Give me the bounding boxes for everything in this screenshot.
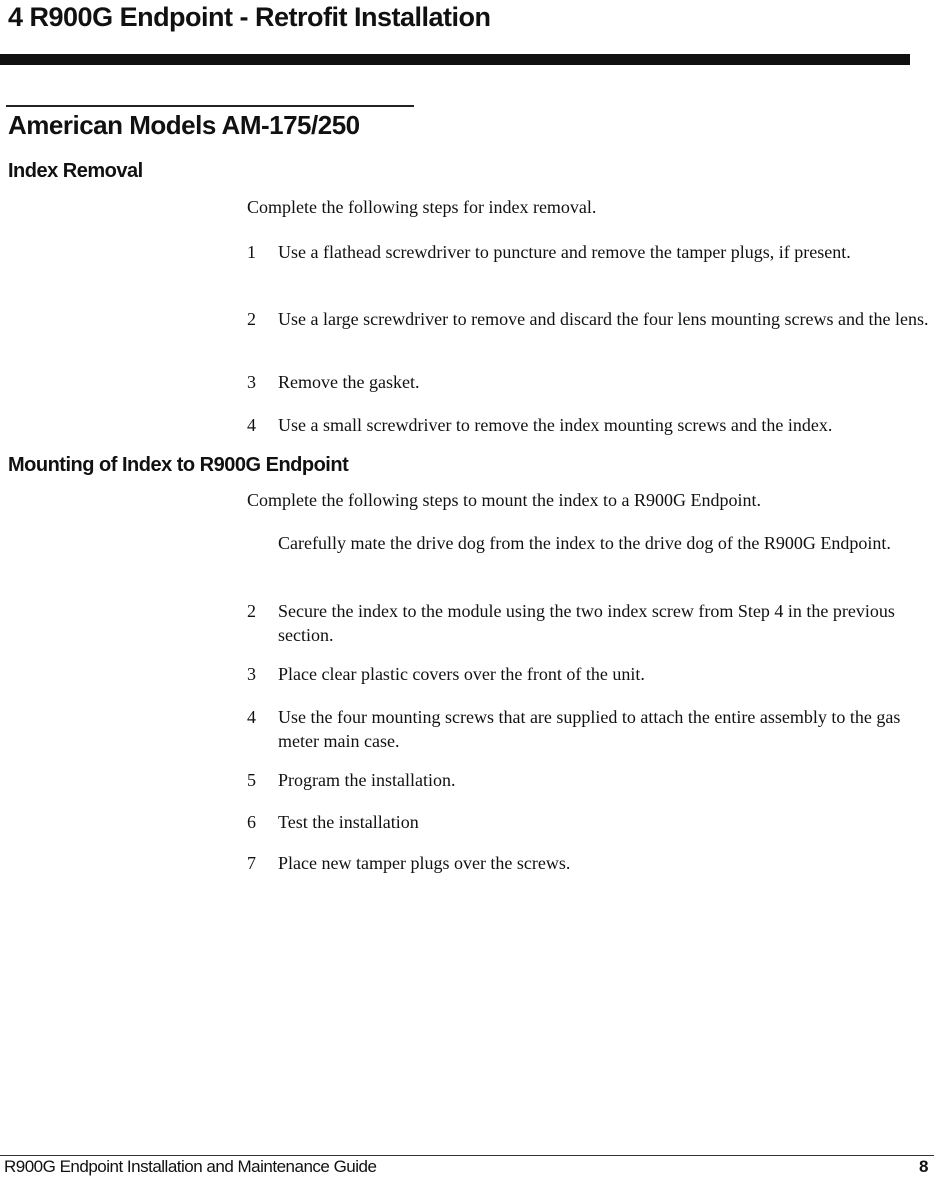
index-removal-intro: Complete the following steps for index removal. — [247, 197, 597, 217]
step-text: Use a small screwdriver to remove the index mounting screws and the index. — [278, 415, 833, 435]
chapter-rule — [0, 54, 910, 65]
footer-rule — [0, 1155, 934, 1156]
footer-title: R900G Endpoint Installation and Maintenance Guide — [4, 1157, 377, 1176]
step-number: 1 — [247, 242, 256, 262]
step-text: Carefully mate the drive dog from the index to the drive dog of the R900G Endpoint. — [278, 533, 891, 553]
step-text: Place new tamper plugs over the screws. — [278, 853, 571, 873]
step-text: Use a large screwdriver to remove and discard the four lens mounting screws and the lens. — [278, 309, 929, 329]
step-number: 4 — [247, 415, 256, 435]
step-number: 4 — [247, 707, 256, 727]
step-text: Program the installation. — [278, 770, 456, 790]
step-text: Secure the index to the module using the two index screw from Step 4 in the previous section. — [278, 601, 895, 645]
step-text: Use a flathead screwdriver to puncture and remove the tamper plugs, if present. — [278, 242, 851, 262]
section-rule — [6, 105, 414, 107]
chapter-title: 4 R900G Endpoint - Retrofit Installation — [8, 2, 491, 32]
step-number: 5 — [247, 770, 256, 790]
step-number: 3 — [247, 664, 256, 684]
step-number: 6 — [247, 812, 256, 832]
step-text: Use the four mounting screws that are supplied to attach the entire assembly to the gas meter main case. — [278, 707, 901, 751]
step-number: 2 — [247, 601, 256, 621]
index-removal-heading: Index Removal — [8, 160, 143, 182]
step-text: Test the installation — [278, 812, 419, 832]
step-text: Remove the gasket. — [278, 372, 420, 392]
section-title: American Models AM-175/250 — [8, 110, 360, 140]
step-number: 2 — [247, 309, 256, 329]
mounting-intro: Complete the following steps to mount the index to a R900G Endpoint. — [247, 490, 761, 510]
step-number: 7 — [247, 853, 256, 873]
page-number: 8 — [919, 1157, 928, 1176]
mounting-heading: Mounting of Index to R900G Endpoint — [8, 454, 349, 476]
step-text: Place clear plastic covers over the front of the unit. — [278, 664, 645, 684]
step-number: 3 — [247, 372, 256, 392]
